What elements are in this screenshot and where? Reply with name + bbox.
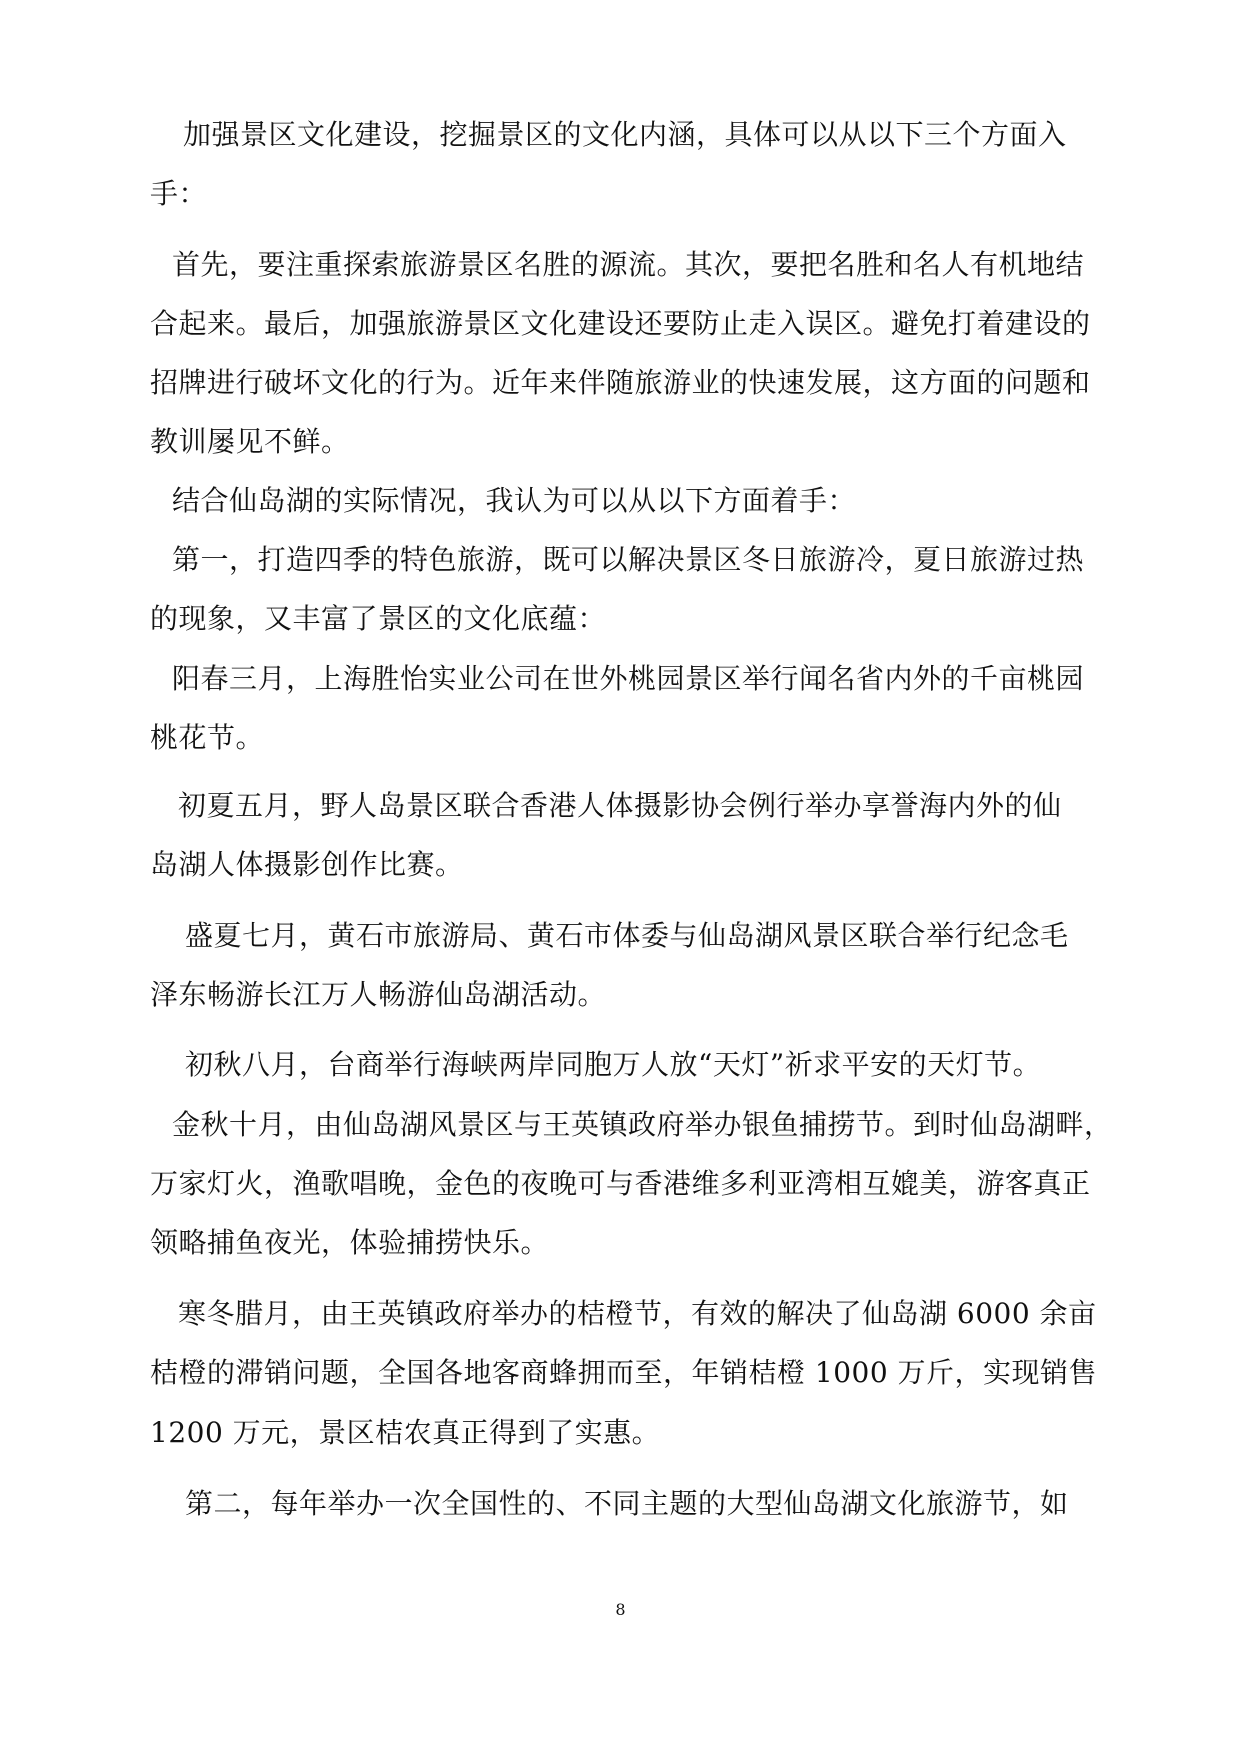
text-line: 1200 万元，景区桔农真正得到了实惠。: [150, 1416, 661, 1449]
text-line: 金秋十月，由仙岛湖风景区与王英镇政府举办银鱼捕捞节。到时仙岛湖畔，: [172, 1108, 1113, 1141]
text-line: 寒冬腊月，由王英镇政府举办的桔橙节，有效的解决了仙岛湖 6000 余亩: [178, 1297, 1097, 1330]
page-number: 8: [615, 1600, 626, 1619]
text-line: 泽东畅游长江万人畅游仙岛湖活动。: [150, 978, 607, 1011]
text-line: 手：: [150, 177, 208, 210]
text-line: 万家灯火，渔歌唱晚，金色的夜晚可与香港维多利亚湾相互媲美，游客真正: [150, 1167, 1091, 1200]
text-line: 岛湖人体摄影创作比赛。: [150, 848, 464, 881]
text-line: 阳春三月，上海胜怡实业公司在世外桃园景区举行闻名省内外的千亩桃园: [172, 662, 1085, 695]
text-line: 领略捕鱼夜光，体验捕捞快乐。: [150, 1226, 550, 1259]
text-line: 招牌进行破坏文化的行为。近年来伴随旅游业的快速发展，这方面的问题和: [150, 366, 1091, 399]
text-line: 桔橙的滞销问题，全国各地客商蜂拥而至，年销桔橙 1000 万斤，实现销售: [150, 1356, 1098, 1389]
text-line: 初夏五月，野人岛景区联合香港人体摄影协会例行举办享誉海内外的仙: [178, 789, 1062, 822]
text-line: 教训屡见不鲜。: [150, 425, 350, 458]
text-line: 加强景区文化建设，挖掘景区的文化内涵，具体可以从以下三个方面入: [183, 118, 1067, 151]
text-line: 第一，打造四季的特色旅游，既可以解决景区冬日旅游冷，夏日旅游过热: [172, 543, 1085, 576]
text-line: 的现象，又丰富了景区的文化底蕴：: [150, 602, 607, 635]
text-line: 结合仙岛湖的实际情况，我认为可以从以下方面着手：: [172, 484, 857, 517]
text-line: 盛夏七月，黄石市旅游局、黄石市体委与仙岛湖风景区联合举行纪念毛: [185, 919, 1069, 952]
text-line: 初秋八月，台商举行海峡两岸同胞万人放“天灯”祈求平安的天灯节。: [185, 1048, 1042, 1081]
text-line: 桃花节。: [150, 721, 265, 754]
text-line: 合起来。最后，加强旅游景区文化建设还要防止走入误区。避免打着建设的: [150, 307, 1091, 340]
text-line: 第二，每年举办一次全国性的、不同主题的大型仙岛湖文化旅游节，如: [185, 1487, 1069, 1520]
text-line: 首先，要注重探索旅游景区名胜的源流。其次，要把名胜和名人有机地结: [172, 248, 1085, 281]
